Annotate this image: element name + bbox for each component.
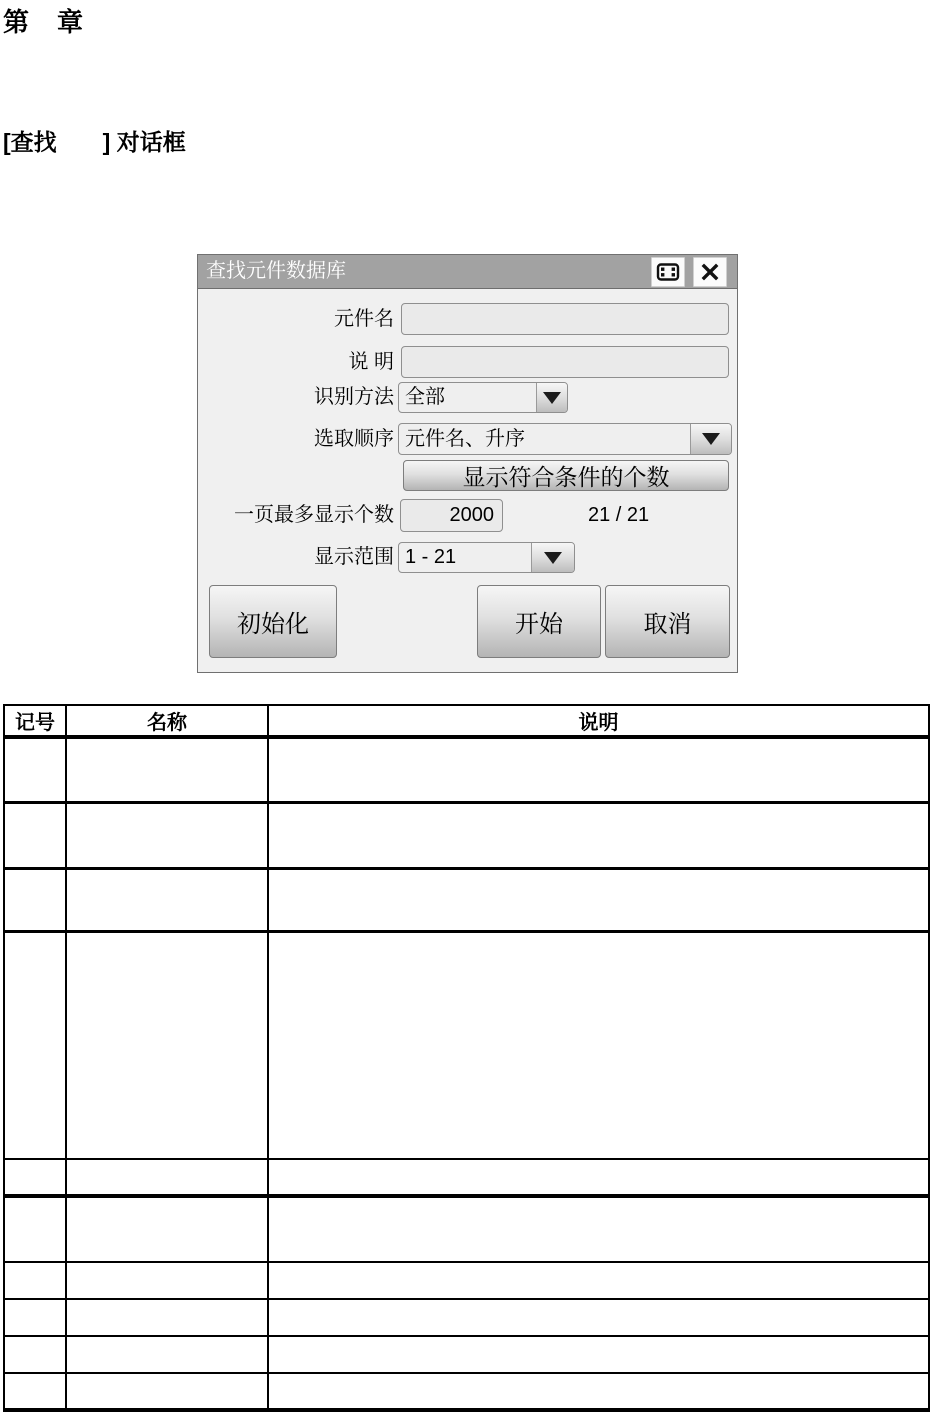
table-cell — [4, 1336, 66, 1373]
table-row — [4, 931, 929, 1159]
table-cell — [66, 1336, 268, 1373]
max-per-page-input[interactable] — [400, 499, 503, 532]
component-name-label: 元件名 — [334, 308, 394, 330]
description-label: 说 明 — [348, 351, 394, 373]
close-icon — [700, 262, 720, 282]
table-cell — [4, 868, 66, 931]
table-row — [4, 868, 929, 931]
recognition-method-value: 全部 — [405, 386, 445, 408]
table-cell — [268, 1336, 929, 1373]
legend-table — [3, 704, 930, 1412]
table-cell — [268, 868, 929, 931]
window-resize-icon — [656, 262, 680, 282]
table-cell — [4, 1196, 66, 1262]
cancel-button[interactable]: 取消 — [605, 585, 730, 658]
table-cell — [4, 1299, 66, 1336]
display-range-label: 显示范围 — [314, 546, 394, 568]
table-cell — [66, 931, 268, 1159]
window-resize-button[interactable] — [651, 257, 685, 287]
table-row — [4, 802, 929, 868]
table-cell — [268, 737, 929, 802]
dialog-title: 查找元件数据库 — [206, 260, 346, 282]
component-name-input[interactable] — [401, 303, 729, 335]
chevron-down-icon[interactable] — [536, 383, 567, 412]
table-row — [4, 737, 929, 802]
table-header-symbol: 记号 — [4, 705, 66, 737]
table-cell — [4, 802, 66, 868]
table-cell — [268, 931, 929, 1159]
table-cell — [66, 802, 268, 868]
table-header-description: 说明 — [268, 705, 929, 737]
table-row — [4, 1299, 929, 1336]
table-header-row — [4, 705, 929, 737]
dialog-titlebar — [198, 255, 737, 289]
chapter-heading: 第 章 — [3, 7, 85, 37]
result-count-text: 21 / 21 — [588, 504, 650, 526]
description-input[interactable] — [401, 346, 729, 378]
table-cell — [268, 1159, 929, 1196]
display-range-dropdown[interactable] — [398, 542, 575, 573]
table-cell — [268, 1196, 929, 1262]
table-cell — [4, 1159, 66, 1196]
find-component-dialog — [197, 254, 738, 673]
table-cell — [4, 737, 66, 802]
table-cell — [66, 737, 268, 802]
display-range-value: 1 - 21 — [405, 546, 457, 568]
table-cell — [66, 1299, 268, 1336]
section-heading: [查找 ] 对话框 — [3, 129, 186, 155]
table-cell — [4, 931, 66, 1159]
table-cell — [66, 1262, 268, 1299]
start-button[interactable]: 开始 — [477, 585, 601, 658]
table-cell — [268, 802, 929, 868]
show-match-count-button[interactable]: 显示符合条件的个数 — [403, 460, 729, 491]
table-cell — [66, 1373, 268, 1410]
table-row — [4, 1159, 929, 1196]
recognition-method-dropdown[interactable] — [398, 382, 568, 413]
table-cell — [268, 1299, 929, 1336]
table-cell — [268, 1373, 929, 1410]
table-cell — [4, 1373, 66, 1410]
max-per-page-label: 一页最多显示个数 — [234, 504, 394, 526]
table-cell — [66, 1159, 268, 1196]
table-cell — [4, 1262, 66, 1299]
table-header-name: 名称 — [66, 705, 268, 737]
legend-table-body — [4, 737, 929, 1410]
recognition-method-label: 识别方法 — [314, 386, 394, 408]
initialize-button[interactable]: 初始化 — [209, 585, 337, 658]
table-row — [4, 1196, 929, 1262]
sort-order-label: 选取顺序 — [314, 428, 394, 450]
table-row — [4, 1373, 929, 1410]
table-row — [4, 1336, 929, 1373]
sort-order-dropdown[interactable] — [398, 423, 732, 455]
chevron-down-icon[interactable] — [531, 543, 574, 572]
table-cell — [66, 1196, 268, 1262]
close-button[interactable] — [693, 257, 727, 287]
table-cell — [66, 868, 268, 931]
table-row — [4, 1262, 929, 1299]
chevron-down-icon[interactable] — [690, 424, 731, 454]
table-cell — [268, 1262, 929, 1299]
sort-order-value: 元件名、升序 — [405, 428, 525, 450]
